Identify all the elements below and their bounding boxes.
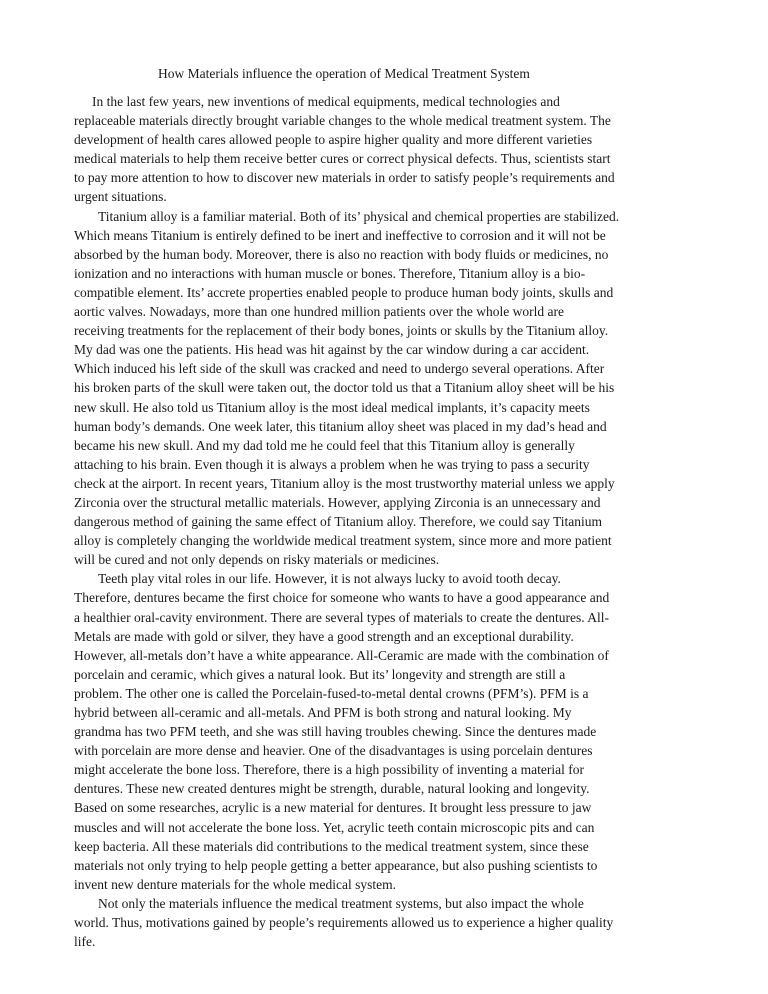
- paragraph-line: muscles and will not accelerate the bone loss. Yet, acrylic teeth contain microscopic pits and can: [74, 819, 595, 835]
- paragraph-line: life.: [74, 934, 96, 950]
- paragraph-line: became his new skull. And my dad told me he could feel that this Titanium alloy is generally: [74, 437, 575, 453]
- paragraph-line: check at the airport. In recent years, Titanium alloy is the most trustworthy material unless we apply: [74, 475, 615, 491]
- paragraph-dentures: [74, 569, 696, 894]
- paragraph-line: In the last few years, new inventions of medical equipments, medical technologies and: [92, 94, 560, 109]
- paragraph-line: dangerous method of gaining the same effect of Titanium alloy. Therefore, we could say Titanium: [74, 514, 603, 530]
- paragraph-line: Zirconia over the structural metallic materials. However, applying Zirconia is an unnecessary and: [74, 494, 601, 510]
- paragraph-line: hybrid between all-ceramic and all-metals. And PFM is both strong and natural looking. My: [74, 705, 572, 720]
- paragraph-line: However, all-metals don’t have a white appearance. All-Ceramic are made with the combination of: [74, 647, 609, 663]
- paragraph-line: to pay more attention to how to discover new materials in order to satisfy people’s requirements and: [74, 170, 615, 186]
- paragraph-line: keep bacteria. All these materials did contributions to the medical treatment system, since these: [74, 838, 589, 854]
- paragraph-line: aortic valves. Nowadays, more than one hundred million patients over the whole world are: [74, 304, 564, 320]
- paragraph-line: world. Thus, motivations gained by people’s requirements allowed us to experience a higher quality: [74, 915, 614, 931]
- paragraph-line: urgent situations.: [74, 189, 167, 205]
- paragraph-line: receiving treatments for the replacement of their body bones, joints or skulls by the Titanium alloy.: [74, 323, 609, 339]
- paragraph-line: might accelerate the bone loss. Therefore, there is a high possibility of inventing a material for: [74, 762, 584, 778]
- paragraph-line: medical materials to help them receive better cures or correct physical defects. Thus, scientists start: [74, 151, 611, 167]
- paragraph-line: his broken parts of the skull were taken out, the doctor told us that a Titanium alloy sheet will be his: [74, 380, 615, 396]
- paragraph-line: Teeth play vital roles in our life. However, it is not always lucky to avoid tooth decay.: [98, 571, 561, 587]
- paragraph-line: Which means Titanium is entirely defined to be inert and ineffective to corrosion and it will not be: [74, 227, 606, 243]
- document-title: How Materials influence the operation of Medical Treatment System: [158, 66, 530, 81]
- paragraph-conclusion: [74, 894, 696, 951]
- paragraph-line: ionization and no interactions with human muscle or bones. Therefore, Titanium alloy is a bio-: [74, 265, 586, 281]
- paragraph-line: dentures. These new created dentures might be strength, durable, natural looking and longevity.: [74, 781, 590, 797]
- paragraph-line: will be cured and not only depends on risky materials or medicines.: [74, 552, 440, 568]
- paragraph-line: My dad was one the patients. His head was hit against by the car window during a car accident.: [74, 342, 590, 358]
- paragraph-line: Not only the materials influence the medical treatment systems, but also impact the whole: [98, 895, 584, 911]
- paragraph-line: Therefore, dentures became the first choice for someone who wants to have a good appearance and: [74, 590, 610, 606]
- paragraph-line: a healthier oral-cavity environment. There are several types of materials to create the dentures. All-: [74, 609, 610, 625]
- paragraph-line: with porcelain are more dense and heavier. One of the disadvantages is using porcelain dentures: [74, 743, 593, 759]
- paragraph-line: development of health cares allowed people to aspire higher quality and more different varieties: [74, 132, 593, 148]
- paragraph-line: grandma has two PFM teeth, and she was still having troubles chewing. Since the dentures made: [74, 724, 597, 740]
- document-page: [74, 64, 696, 951]
- paragraph-line: Based on some researches, acrylic is a new material for dentures. It brought less pressure to jaw: [74, 800, 592, 816]
- paragraph-line: replaceable materials directly brought variable changes to the whole medical treatment system. The: [74, 113, 611, 129]
- paragraph-line: Metals are made with gold or silver, they have a good strength and an exceptional durability.: [74, 628, 574, 644]
- paragraph-intro: [74, 92, 696, 207]
- paragraph-line: problem. The other one is called the Porcelain-fused-to-metal dental crowns (PFM’s). PFM is a: [74, 685, 589, 701]
- paragraph-line: porcelain and ceramic, which gives a natural look. But its’ longevity and strength are still a: [74, 666, 566, 682]
- paragraph-line: attaching to his brain. Even though it is always a problem when he was trying to pass a security: [74, 456, 590, 472]
- paragraph-line: Which induced his left side of the skull was cracked and need to undergo several operations. After: [74, 361, 605, 377]
- paragraph-line: compatible element. Its’ accrete properties enabled people to produce human body joints, skulls and: [74, 284, 614, 300]
- paragraph-line: invent new denture materials for the whole medical system.: [74, 876, 397, 892]
- paragraph-line: human body’s demands. One week later, this titanium alloy sheet was placed in my dad’s head and: [74, 418, 607, 434]
- paragraph-line: absorbed by the human body. Moreover, there is also no reaction with body fluids or medicines, no: [74, 246, 609, 262]
- paragraph-line: materials not only trying to help people getting a better appearance, but also pushing scientists to: [74, 857, 598, 873]
- paragraph-line: new skull. He also told us Titanium alloy is the most ideal medical implants, it’s capacity meets: [74, 399, 590, 415]
- paragraph-line: Titanium alloy is a familiar material. Both of its’ physical and chemical properties are stabilized.: [98, 208, 620, 224]
- paragraph-line: alloy is completely changing the worldwide medical treatment system, since more and more patient: [74, 533, 612, 549]
- paragraph-titanium: [74, 207, 696, 570]
